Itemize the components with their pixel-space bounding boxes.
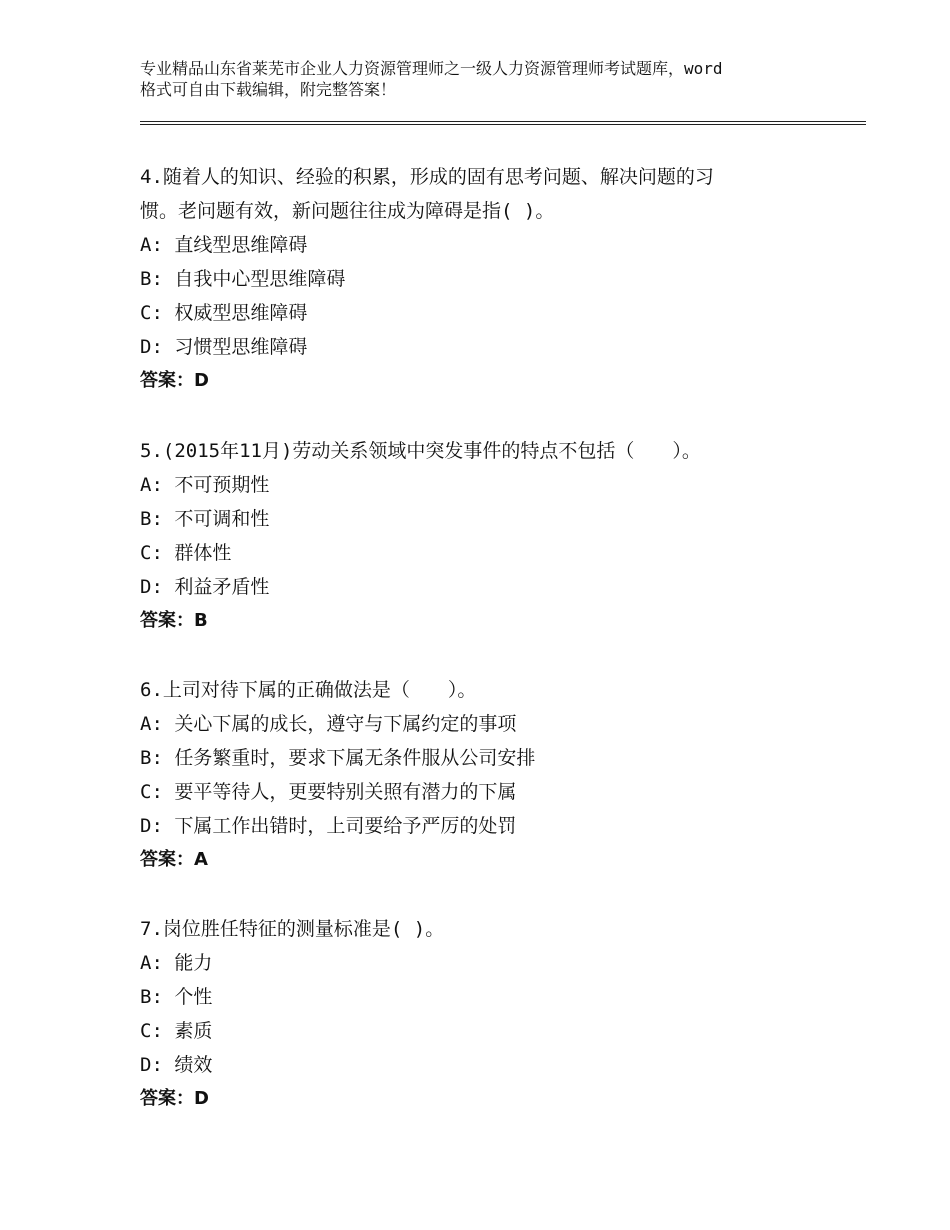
option-b: B: 任务繁重时，要求下属无条件服从公司安排	[140, 747, 536, 769]
option-c: C: 群体性	[140, 542, 232, 564]
option-d: D: 习惯型思维障碍	[140, 336, 308, 358]
option-d: D: 利益矛盾性	[140, 576, 270, 598]
option-d: D: 绩效	[140, 1054, 213, 1076]
answer: 答案：A	[140, 849, 208, 870]
question-stem-continued: 惯。老问题有效，新问题往往成为障碍是指( )。	[140, 200, 555, 222]
question-stem: 7.岗位胜任特征的测量标准是( )。	[140, 918, 445, 940]
option-b: B: 不可调和性	[140, 508, 270, 530]
answer: 答案：D	[140, 1088, 209, 1109]
option-d: D: 下属工作出错时，上司要给予严厉的处罚	[140, 815, 517, 837]
option-b: B: 个性	[140, 986, 213, 1008]
option-c: C: 要平等待人，更要特别关照有潜力的下属	[140, 781, 517, 803]
option-a: A: 能力	[140, 952, 213, 974]
header-line-1: 专业精品山东省莱芜市企业人力资源管理师之一级人力资源管理师考试题库，word	[140, 59, 723, 78]
header-divider-top	[140, 121, 866, 122]
answer: 答案：B	[140, 610, 208, 631]
question-stem: 4.随着人的知识、经验的积累，形成的固有思考问题、解决问题的习	[140, 166, 714, 188]
option-c: C: 素质	[140, 1020, 213, 1042]
question-6	[140, 673, 840, 877]
header-line-2: 格式可自由下载编辑，附完整答案！	[140, 80, 397, 99]
question-7	[140, 912, 840, 1116]
question-stem: 6.上司对待下属的正确做法是（ ）。	[140, 679, 477, 701]
question-4	[140, 160, 840, 398]
option-a: A: 关心下属的成长，遵守与下属约定的事项	[140, 713, 517, 735]
option-c: C: 权威型思维障碍	[140, 302, 308, 324]
answer: 答案：D	[140, 370, 209, 391]
option-b: B: 自我中心型思维障碍	[140, 268, 346, 290]
question-stem: 5.(2015年11月)劳动关系领域中突发事件的特点不包括（ ）。	[140, 440, 701, 462]
option-a: A: 直线型思维障碍	[140, 234, 308, 256]
question-5	[140, 434, 840, 638]
option-a: A: 不可预期性	[140, 474, 270, 496]
header-divider-bottom	[140, 124, 866, 125]
document-header	[140, 58, 820, 100]
